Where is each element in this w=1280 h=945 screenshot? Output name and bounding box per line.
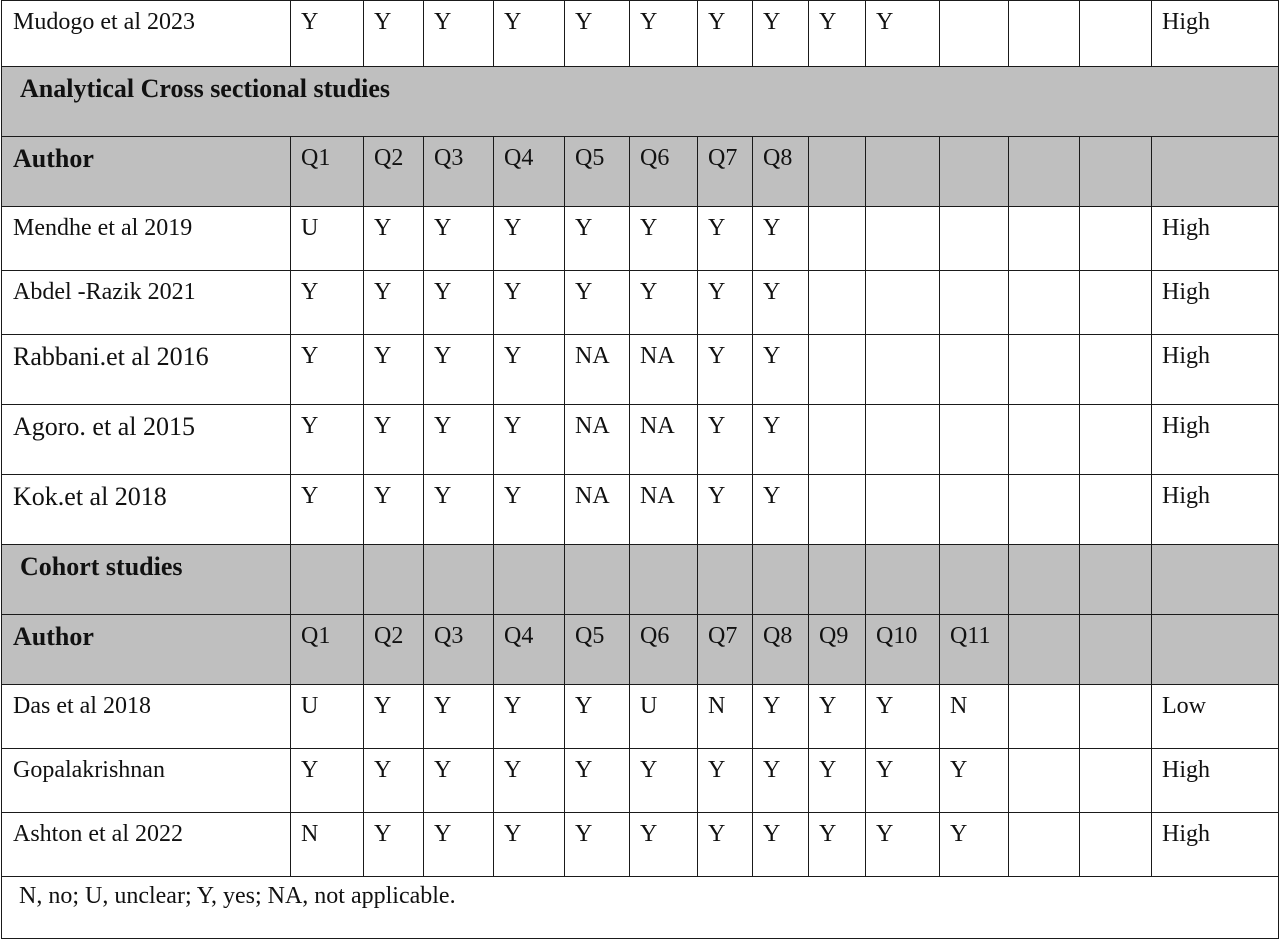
answer-cell: Y	[753, 405, 809, 475]
answer-cell	[1080, 335, 1152, 405]
empty-cell	[424, 545, 494, 615]
answer-cell: Y	[940, 749, 1009, 813]
answer-cell: Y	[630, 813, 698, 877]
answer-cell	[1009, 335, 1080, 405]
answer-cell: Y	[809, 1, 866, 67]
question-header	[940, 137, 1009, 207]
answer-cell	[940, 335, 1009, 405]
answer-cell: Y	[809, 685, 866, 749]
answer-cell: Y	[494, 1, 565, 67]
empty-cell	[364, 545, 424, 615]
author-cell: Kok.et al 2018	[2, 475, 291, 545]
answer-cell: Y	[698, 475, 753, 545]
table-row	[2, 749, 1279, 813]
header-row	[2, 615, 1279, 685]
answer-cell	[866, 207, 940, 271]
answer-cell: Y	[494, 749, 565, 813]
author-cell: Mudogo et al 2023	[2, 1, 291, 67]
answer-cell: Y	[698, 1, 753, 67]
answer-cell: Y	[698, 335, 753, 405]
answer-cell: Y	[753, 1, 809, 67]
table-row	[2, 207, 1279, 271]
answer-cell	[940, 475, 1009, 545]
rating-cell: High	[1152, 749, 1279, 813]
answer-cell: Y	[698, 405, 753, 475]
author-header: Author	[2, 615, 291, 685]
answer-cell: Y	[753, 475, 809, 545]
answer-cell: U	[291, 207, 364, 271]
answer-cell: Y	[565, 207, 630, 271]
empty-cell	[630, 545, 698, 615]
empty-cell	[291, 545, 364, 615]
answer-cell: U	[630, 685, 698, 749]
answer-cell	[1009, 405, 1080, 475]
answer-cell: N	[940, 685, 1009, 749]
question-header: Q1	[291, 615, 364, 685]
answer-cell: Y	[494, 685, 565, 749]
answer-cell: Y	[565, 271, 630, 335]
author-cell: Rabbani.et al 2016	[2, 335, 291, 405]
answer-cell: Y	[291, 475, 364, 545]
question-header: Q5	[565, 137, 630, 207]
answer-cell: Y	[565, 1, 630, 67]
answer-cell	[1080, 475, 1152, 545]
question-header	[809, 137, 866, 207]
rating-header	[1152, 137, 1279, 207]
answer-cell: Y	[630, 1, 698, 67]
author-header: Author	[2, 137, 291, 207]
empty-cell	[940, 545, 1009, 615]
question-header: Q4	[494, 137, 565, 207]
answer-cell: NA	[565, 335, 630, 405]
answer-cell: Y	[364, 207, 424, 271]
question-header: Q7	[698, 615, 753, 685]
header-row	[2, 137, 1279, 207]
answer-cell	[809, 475, 866, 545]
section-title: Cohort studies	[2, 545, 291, 615]
answer-cell	[1080, 405, 1152, 475]
answer-cell	[1009, 475, 1080, 545]
section-row	[2, 545, 1279, 615]
author-cell: Ashton et al 2022	[2, 813, 291, 877]
answer-cell: Y	[424, 685, 494, 749]
answer-cell	[1080, 1, 1152, 67]
quality-assessment-table	[1, 0, 1279, 939]
answer-cell: Y	[809, 749, 866, 813]
answer-cell: Y	[630, 207, 698, 271]
answer-cell	[1009, 271, 1080, 335]
empty-cell	[698, 545, 753, 615]
rating-cell: High	[1152, 335, 1279, 405]
answer-cell: Y	[364, 685, 424, 749]
answer-cell: Y	[866, 749, 940, 813]
footnote-row	[2, 877, 1279, 939]
question-header	[866, 137, 940, 207]
answer-cell: Y	[753, 207, 809, 271]
answer-cell: Y	[424, 1, 494, 67]
rating-cell: High	[1152, 475, 1279, 545]
table-row	[2, 405, 1279, 475]
footnote: N, no; U, unclear; Y, yes; NA, not applicable.	[2, 877, 1279, 939]
question-header	[1009, 137, 1080, 207]
question-header	[1080, 615, 1152, 685]
empty-cell	[494, 545, 565, 615]
question-header: Q6	[630, 615, 698, 685]
answer-cell	[866, 335, 940, 405]
answer-cell: Y	[698, 271, 753, 335]
answer-cell: Y	[424, 207, 494, 271]
answer-cell: Y	[291, 1, 364, 67]
table-row	[2, 685, 1279, 749]
section-title: Analytical Cross sectional studies	[2, 67, 1279, 137]
answer-cell: Y	[698, 207, 753, 271]
empty-cell	[809, 545, 866, 615]
answer-cell: Y	[866, 1, 940, 67]
rating-cell: High	[1152, 813, 1279, 877]
empty-cell	[753, 545, 809, 615]
answer-cell	[940, 1, 1009, 67]
answer-cell: Y	[494, 475, 565, 545]
answer-cell: Y	[364, 405, 424, 475]
question-header: Q3	[424, 615, 494, 685]
question-header: Q2	[364, 137, 424, 207]
answer-cell	[809, 405, 866, 475]
author-cell: Agoro. et al 2015	[2, 405, 291, 475]
answer-cell: Y	[424, 271, 494, 335]
answer-cell: N	[698, 685, 753, 749]
answer-cell: N	[291, 813, 364, 877]
answer-cell	[1080, 207, 1152, 271]
table-row	[2, 475, 1279, 545]
answer-cell: NA	[565, 475, 630, 545]
answer-cell: Y	[494, 271, 565, 335]
author-cell: Das et al 2018	[2, 685, 291, 749]
question-header	[1080, 137, 1152, 207]
answer-cell: NA	[630, 475, 698, 545]
question-header: Q10	[866, 615, 940, 685]
answer-cell	[940, 405, 1009, 475]
answer-cell: Y	[364, 335, 424, 405]
table-row	[2, 813, 1279, 877]
table-row	[2, 335, 1279, 405]
answer-cell: Y	[565, 813, 630, 877]
answer-cell: Y	[698, 813, 753, 877]
table-row	[2, 1, 1279, 67]
answer-cell: Y	[364, 749, 424, 813]
answer-cell: Y	[753, 749, 809, 813]
answer-cell: Y	[424, 749, 494, 813]
question-header: Q4	[494, 615, 565, 685]
answer-cell	[866, 405, 940, 475]
answer-cell: NA	[630, 405, 698, 475]
empty-cell	[866, 545, 940, 615]
answer-cell	[866, 475, 940, 545]
empty-cell	[1152, 545, 1279, 615]
answer-cell: Y	[364, 475, 424, 545]
answer-cell: Y	[494, 207, 565, 271]
answer-cell	[1009, 1, 1080, 67]
answer-cell: Y	[494, 335, 565, 405]
answer-cell	[940, 271, 1009, 335]
question-header: Q8	[753, 615, 809, 685]
empty-cell	[1009, 545, 1080, 615]
section-row	[2, 67, 1279, 137]
question-header: Q1	[291, 137, 364, 207]
question-header: Q8	[753, 137, 809, 207]
question-header: Q3	[424, 137, 494, 207]
question-header: Q2	[364, 615, 424, 685]
question-header: Q6	[630, 137, 698, 207]
question-header: Q11	[940, 615, 1009, 685]
answer-cell	[1009, 685, 1080, 749]
rating-cell: High	[1152, 207, 1279, 271]
answer-cell: Y	[809, 813, 866, 877]
answer-cell: Y	[565, 749, 630, 813]
answer-cell: Y	[291, 749, 364, 813]
answer-cell: Y	[364, 271, 424, 335]
answer-cell: Y	[630, 271, 698, 335]
author-cell: Gopalakrishnan	[2, 749, 291, 813]
answer-cell: Y	[698, 749, 753, 813]
empty-cell	[565, 545, 630, 615]
answer-cell	[809, 207, 866, 271]
answer-cell: Y	[424, 335, 494, 405]
answer-cell: Y	[291, 405, 364, 475]
rating-header	[1152, 615, 1279, 685]
answer-cell	[1009, 207, 1080, 271]
answer-cell: Y	[866, 813, 940, 877]
answer-cell: Y	[565, 685, 630, 749]
answer-cell: Y	[291, 335, 364, 405]
answer-cell: Y	[494, 405, 565, 475]
answer-cell: Y	[753, 813, 809, 877]
answer-cell	[1080, 271, 1152, 335]
answer-cell: NA	[565, 405, 630, 475]
answer-cell: Y	[364, 813, 424, 877]
question-header: Q7	[698, 137, 753, 207]
answer-cell	[1080, 813, 1152, 877]
author-cell: Mendhe et al 2019	[2, 207, 291, 271]
answer-cell: Y	[630, 749, 698, 813]
question-header: Q5	[565, 615, 630, 685]
answer-cell: Y	[424, 475, 494, 545]
answer-cell: Y	[364, 1, 424, 67]
answer-cell	[1080, 749, 1152, 813]
rating-cell: High	[1152, 271, 1279, 335]
answer-cell: Y	[494, 813, 565, 877]
answer-cell: Y	[753, 685, 809, 749]
answer-cell	[1009, 749, 1080, 813]
answer-cell	[940, 207, 1009, 271]
empty-cell	[1080, 545, 1152, 615]
author-cell: Abdel -Razik 2021	[2, 271, 291, 335]
answer-cell	[1009, 813, 1080, 877]
answer-cell: Y	[424, 405, 494, 475]
answer-cell	[809, 271, 866, 335]
answer-cell: U	[291, 685, 364, 749]
answer-cell	[809, 335, 866, 405]
question-header: Q9	[809, 615, 866, 685]
rating-cell: High	[1152, 1, 1279, 67]
answer-cell: Y	[753, 271, 809, 335]
answer-cell: Y	[753, 335, 809, 405]
table-row	[2, 271, 1279, 335]
answer-cell	[1080, 685, 1152, 749]
answer-cell: NA	[630, 335, 698, 405]
rating-cell: High	[1152, 405, 1279, 475]
answer-cell: Y	[291, 271, 364, 335]
answer-cell: Y	[424, 813, 494, 877]
answer-cell: Y	[940, 813, 1009, 877]
rating-cell: Low	[1152, 685, 1279, 749]
answer-cell: Y	[866, 685, 940, 749]
answer-cell	[866, 271, 940, 335]
question-header	[1009, 615, 1080, 685]
